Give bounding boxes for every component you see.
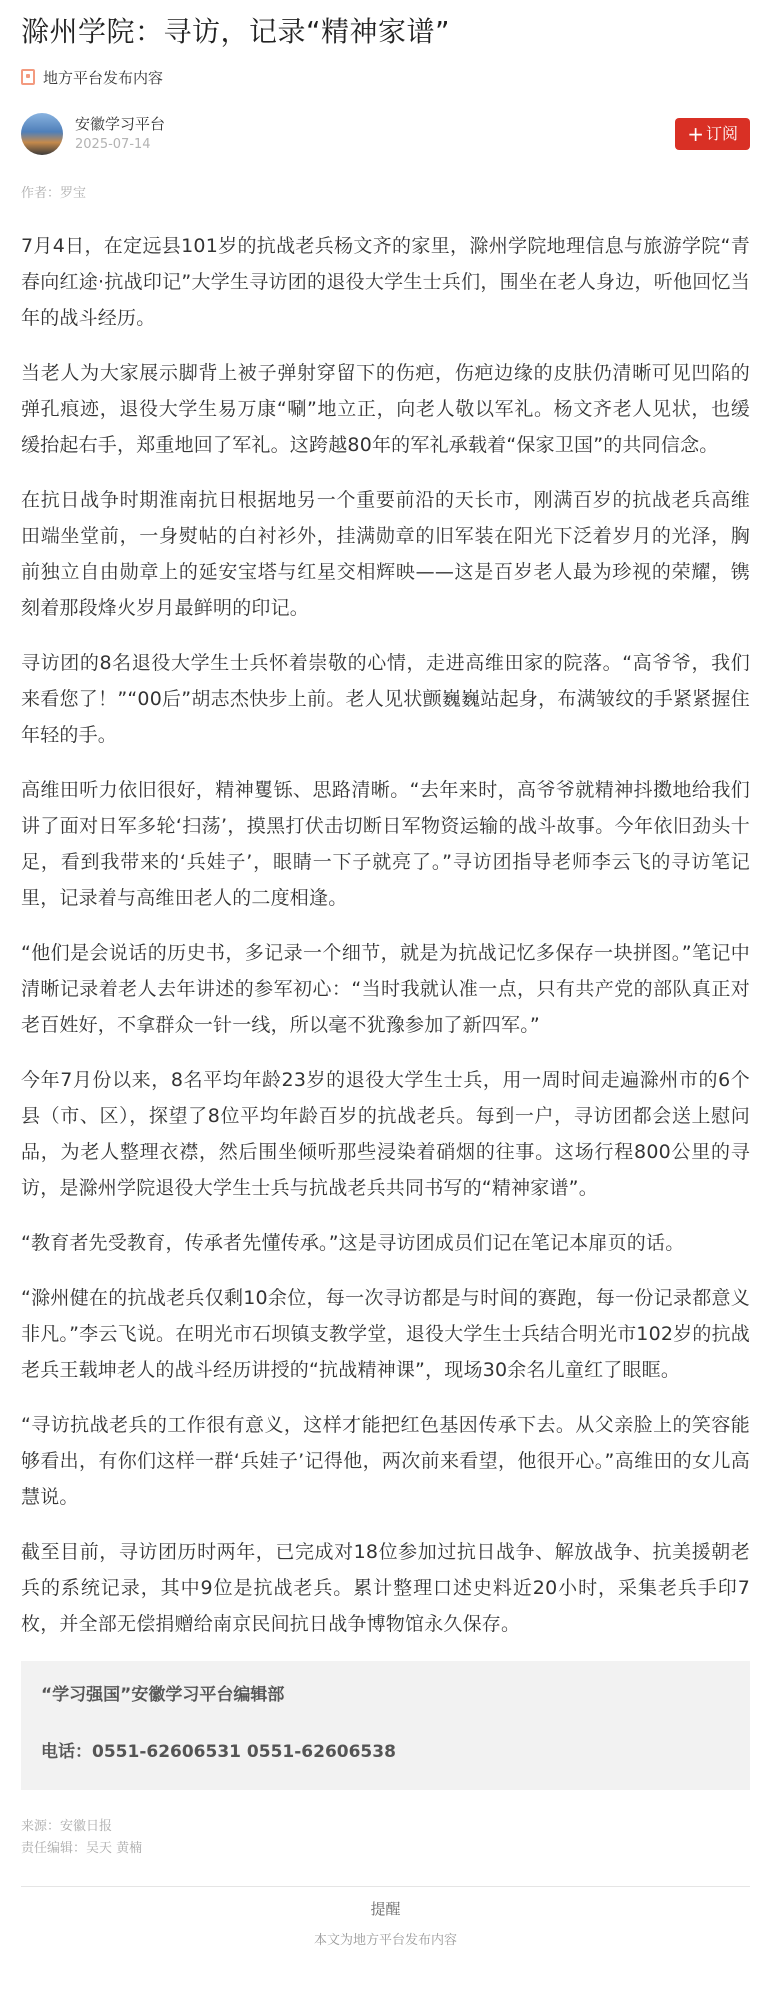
paragraph: “寻访抗战老兵的工作很有意义，这样才能把红色基因传承下去。从父亲脸上的笑容能够看出，有你们这样一群‘兵娃子’记得他，两次前来看望，他很开心。”高维田的女儿高慧说。 [21, 1414, 750, 1508]
bookmark-icon [21, 69, 35, 85]
article-footer [21, 1816, 750, 1860]
paragraph: 7月4日，在定远县101岁的抗战老兵杨文齐的家里，滁州学院地理信息与旅游学院“青春向红途·抗战印记”大学生寻访团的退役大学生士兵们，围坐在老人身边，听他回忆当年的战斗经历。 [21, 235, 750, 329]
editor-credit: 责任编辑：吴天 黄楠 [21, 1841, 143, 1856]
notice-section [21, 1886, 750, 1951]
paragraph: 寻访团的8名退役大学生士兵怀着崇敬的心情，走进高维田家的院落。“高爷爷，我们来看您了！”“00后”胡志杰快步上前。老人见状颤巍巍站起身，布满皱纹的手紧紧握住年轻的手。 [21, 652, 750, 746]
publish-date: 2025-07-14 [75, 137, 151, 152]
subscribe-label: 订阅 [705, 124, 738, 143]
paragraph: 当老人为大家展示脚背上被子弹射穿留下的伤疤，伤疤边缘的皮肤仍清晰可见凹陷的弹孔痕迹，退役大学生易万康“唰”地立正，向老人敬以军礼。杨文齐老人见状，也缓缓抬起右手，郑重地回了军礼。这跨越80年的军礼承载着“保家卫国”的共同信念。 [21, 362, 750, 456]
notice-title: 提醒 [370, 1900, 401, 1918]
editor-department: “学习强国”安徽学习平台编辑部 [41, 1685, 285, 1705]
publisher-row [21, 113, 750, 155]
paragraph: “教育者先受教育，传承者先懂传承。”这是寻访团成员们记在笔记本扉页的话。 [21, 1232, 685, 1254]
paragraph: “滁州健在的抗战老兵仅剩10余位，每一次寻访都是与时间的赛跑，每一份记录都意义非凡。”李云飞说。在明光市石坝镇支教学堂，退役大学生士兵结合明光市102岁的抗战老兵王载坤老人的战斗经历讲授的“抗战精神课”，现场30余名儿童红了眼眶。 [21, 1287, 750, 1381]
editor-contact-box [21, 1661, 750, 1790]
article-body [21, 228, 750, 1642]
editor-phone[interactable]: 电话：0551-62606531 0551-62606538 [41, 1742, 396, 1762]
notice-text: 本文为地方平台发布内容 [313, 1933, 457, 1948]
paragraph: 高维田听力依旧很好，精神矍铄、思路清晰。“去年来时，高爷爷就精神抖擞地给我们讲了面对日军多轮‘扫荡’，摸黑打伏击切断日军物资运输的战斗故事。今年依旧劲头十足，看到我带来的‘兵娃子’，眼睛一下子就亮了。”寻访团指导老师李云飞的寻访笔记里，记录着与高维田老人的二度相逢。 [21, 779, 750, 909]
source-tag [21, 66, 750, 88]
paragraph: 在抗日战争时期淮南抗日根据地另一个重要前沿的天长市，刚满百岁的抗战老兵高维田端坐堂前，一身熨帖的白衬衫外，挂满勋章的旧军装在阳光下泛着岁月的光泽，胸前独立自由勋章上的延安宝塔与红星交相辉映——这是百岁老人最为珍视的荣耀，镌刻着那段烽火岁月最鲜明的印记。 [21, 489, 750, 619]
paragraph: 截至目前，寻访团历时两年，已完成对18位参加过抗日战争、解放战争、抗美援朝老兵的系统记录，其中9位是抗战老兵。累计整理口述史料近20小时，采集老兵手印7枚，并全部无偿捐赠给南京民间抗日战争博物馆永久保存。 [21, 1541, 750, 1635]
author-byline: 作者：罗宝 [21, 186, 87, 201]
publisher-avatar[interactable] [21, 113, 63, 155]
article-title: 滁州学院：寻访，记录“精神家谱” [21, 15, 451, 48]
publisher-name[interactable]: 安徽学习平台 [75, 115, 166, 133]
subscribe-button[interactable] [675, 118, 750, 150]
source-credit: 来源：安徽日报 [21, 1819, 113, 1834]
paragraph: “他们是会说话的历史书，多记录一个细节，就是为抗战记忆多保存一块拼图。”笔记中清晰记录着老人去年讲述的参军初心：“当时我就认准一点，只有共产党的部队真正对老百姓好，不拿群众一针一线，所以毫不犹豫参加了新四军。” [21, 942, 750, 1036]
publisher-meta [75, 114, 165, 154]
paragraph: 今年7月份以来，8名平均年龄23岁的退役大学生士兵，用一周时间走遍滁州市的6个县（市、区），探望了8位平均年龄百岁的抗战老兵。每到一户，寻访团都会送上慰问品，为老人整理衣襟，然后围坐倾听那些浸染着硝烟的往事。这场行程800公里的寻访，是滁州学院退役大学生士兵与抗战老兵共同书写的“精神家谱”。 [21, 1069, 750, 1199]
plus-icon: + [687, 122, 704, 146]
source-tag-label: 地方平台发布内容 [43, 68, 164, 87]
